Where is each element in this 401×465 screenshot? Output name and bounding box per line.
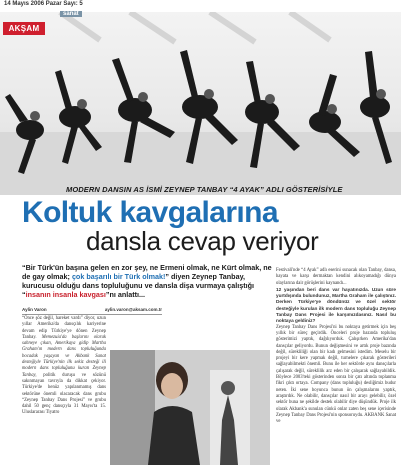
- portrait-photo: [110, 350, 270, 465]
- col1-text-italic: Memezuia'da başlarını olarak sahneye çıkan, Amerikaya gidip Martha Graham'ın modern dans topluluğunda bocadak yaşayan ve Akbank Sanat desteğiyle Türkiye'nin ilk sekiz desteği ili modern dans topluluğunu kuran Zeynep Tanbay,: [22, 334, 106, 378]
- col1-text-2: politik duruşu ve sözünü sakınmayan tavrıyla da dikkat çekiyor. Türkiye'de henüz yapılanmamış dans sektörüne önemli olacaracak dans grubu “Zeynep Tanbay Dans Projesi” ve grubu dahil 50 genç dansçıyla 31 Mayıs'ta 15. Uluslararası Tiyatro: [22, 372, 106, 416]
- dance-photo: [0, 12, 401, 195]
- article-column-1: [22, 316, 106, 417]
- col1-text-1: “Önce şöz değil, hareket vardı” diyor, uzun yıllar Amerika'da dansçılık kariyerine devam edip Türkiye'ye dönen Zeynep Tanbay.: [22, 316, 106, 340]
- byline-author: Aylin Varon: [22, 307, 47, 312]
- lede-part-2: çok başarılı bir Türk olmak!: [71, 272, 166, 281]
- portrait-illustration: [110, 350, 270, 465]
- lede-part-1: “Bir Türk'ün başına gelen en zor şey, ne Ermeni olmak, ne Kürt olmak, ne de gay olmak;: [22, 263, 272, 281]
- date-line: 14 Mayıs 2006 Pazar Sayı: 5: [4, 1, 83, 7]
- masthead-label: AKŞAM: [8, 24, 40, 33]
- lede-part-5: ”nı anlattı...: [105, 290, 146, 299]
- article-column-right: [276, 268, 396, 425]
- byline-email: aylin.varon@aksam.com.tr: [104, 307, 162, 312]
- lede-part-3: ” diyen Zeynep Tanbay, kurucusu olduğu dans topluluğunu ve dansla dişa vurmaya çalıştığı “: [22, 272, 255, 299]
- headline-line-1: Koltuk kavgalarına: [22, 196, 278, 229]
- dancers-illustration: [0, 12, 401, 195]
- right-intro: Festivali'nde “4 Ayak” adlı eserini sunacak olan Tanbay, dansa, hayata ve karşı dermaktan kendini alıkoyamadığı dünya olaylarına dair görüşlerini kaynandı...: [276, 268, 396, 286]
- headline-line-2: dansla cevap veriyor: [86, 226, 319, 256]
- section-tag: sanat: [60, 11, 82, 17]
- photo-caption: MODERN DANSIN AS İSMİ ZEYNEP TANBAY “4 AYAK” ADLI GÖSTERİSİYLE: [66, 185, 343, 194]
- right-answer-1: Zeynep Tanbay Dans Projesi'ni bu noktaya getirmek için beş yıllık bir süreç geçirdik. Önceleri proje bazında topluluş gösterimizi yaptık, dağılıyorduk. Çalışırken Amerika'dan dansçılar geliyordu. Bunun değişmesini ve artık proje bazında değil, sürekliliği olan bir kadı gelmesini istedim. Meselu bir projeyi bir kere yapmak değil, turnelere çıkarak gösterileri sağlayabilmekti önemli. Bunu ile her sektörde aynı dansçılarla çalışarak değil, süreklilik arz eden bir çalışarak sağlayabildik. Böylece 2003'teki gösterinden sonra bir çatı altında toplanma fikri çıktı ortaya. Company (dans topluluğu) desliğimiz budur neten. İki sene boyunca bunun ön çalışmalarını yaptık, araştırdık. Ne olabilir, dansçılar nasıl bir arayı gelebilir, özel sektör buna ne şekilde destek olabilir diye düşündük. Proje ilk olarak Akbank'a sunulan cünkü onlar zaten beş sene içerisinde Zeynep Tanbay Dans Projesi'nin sponsoruydu. AKBANK Sanat ve: [276, 324, 396, 425]
- byline: [22, 307, 162, 315]
- lede-part-4: insanın insanla kavgası: [25, 290, 106, 299]
- masthead-logo: [3, 22, 45, 35]
- lede-paragraph: [22, 263, 272, 299]
- right-question-1: 12 yaşından beri dans var hayatınızda. Uzun süre yurtdışında bulundunuz, Martha Graham ile çalıştınız. Derken Türkiye'ye döndünüz ve özel sektör desteğiyle kurulan ilk modern dans topluluğu Zeynep Tanbay Dans Projesi ile karşımızdasınız. Nasıl bu noktaya geldiniz?: [276, 286, 396, 324]
